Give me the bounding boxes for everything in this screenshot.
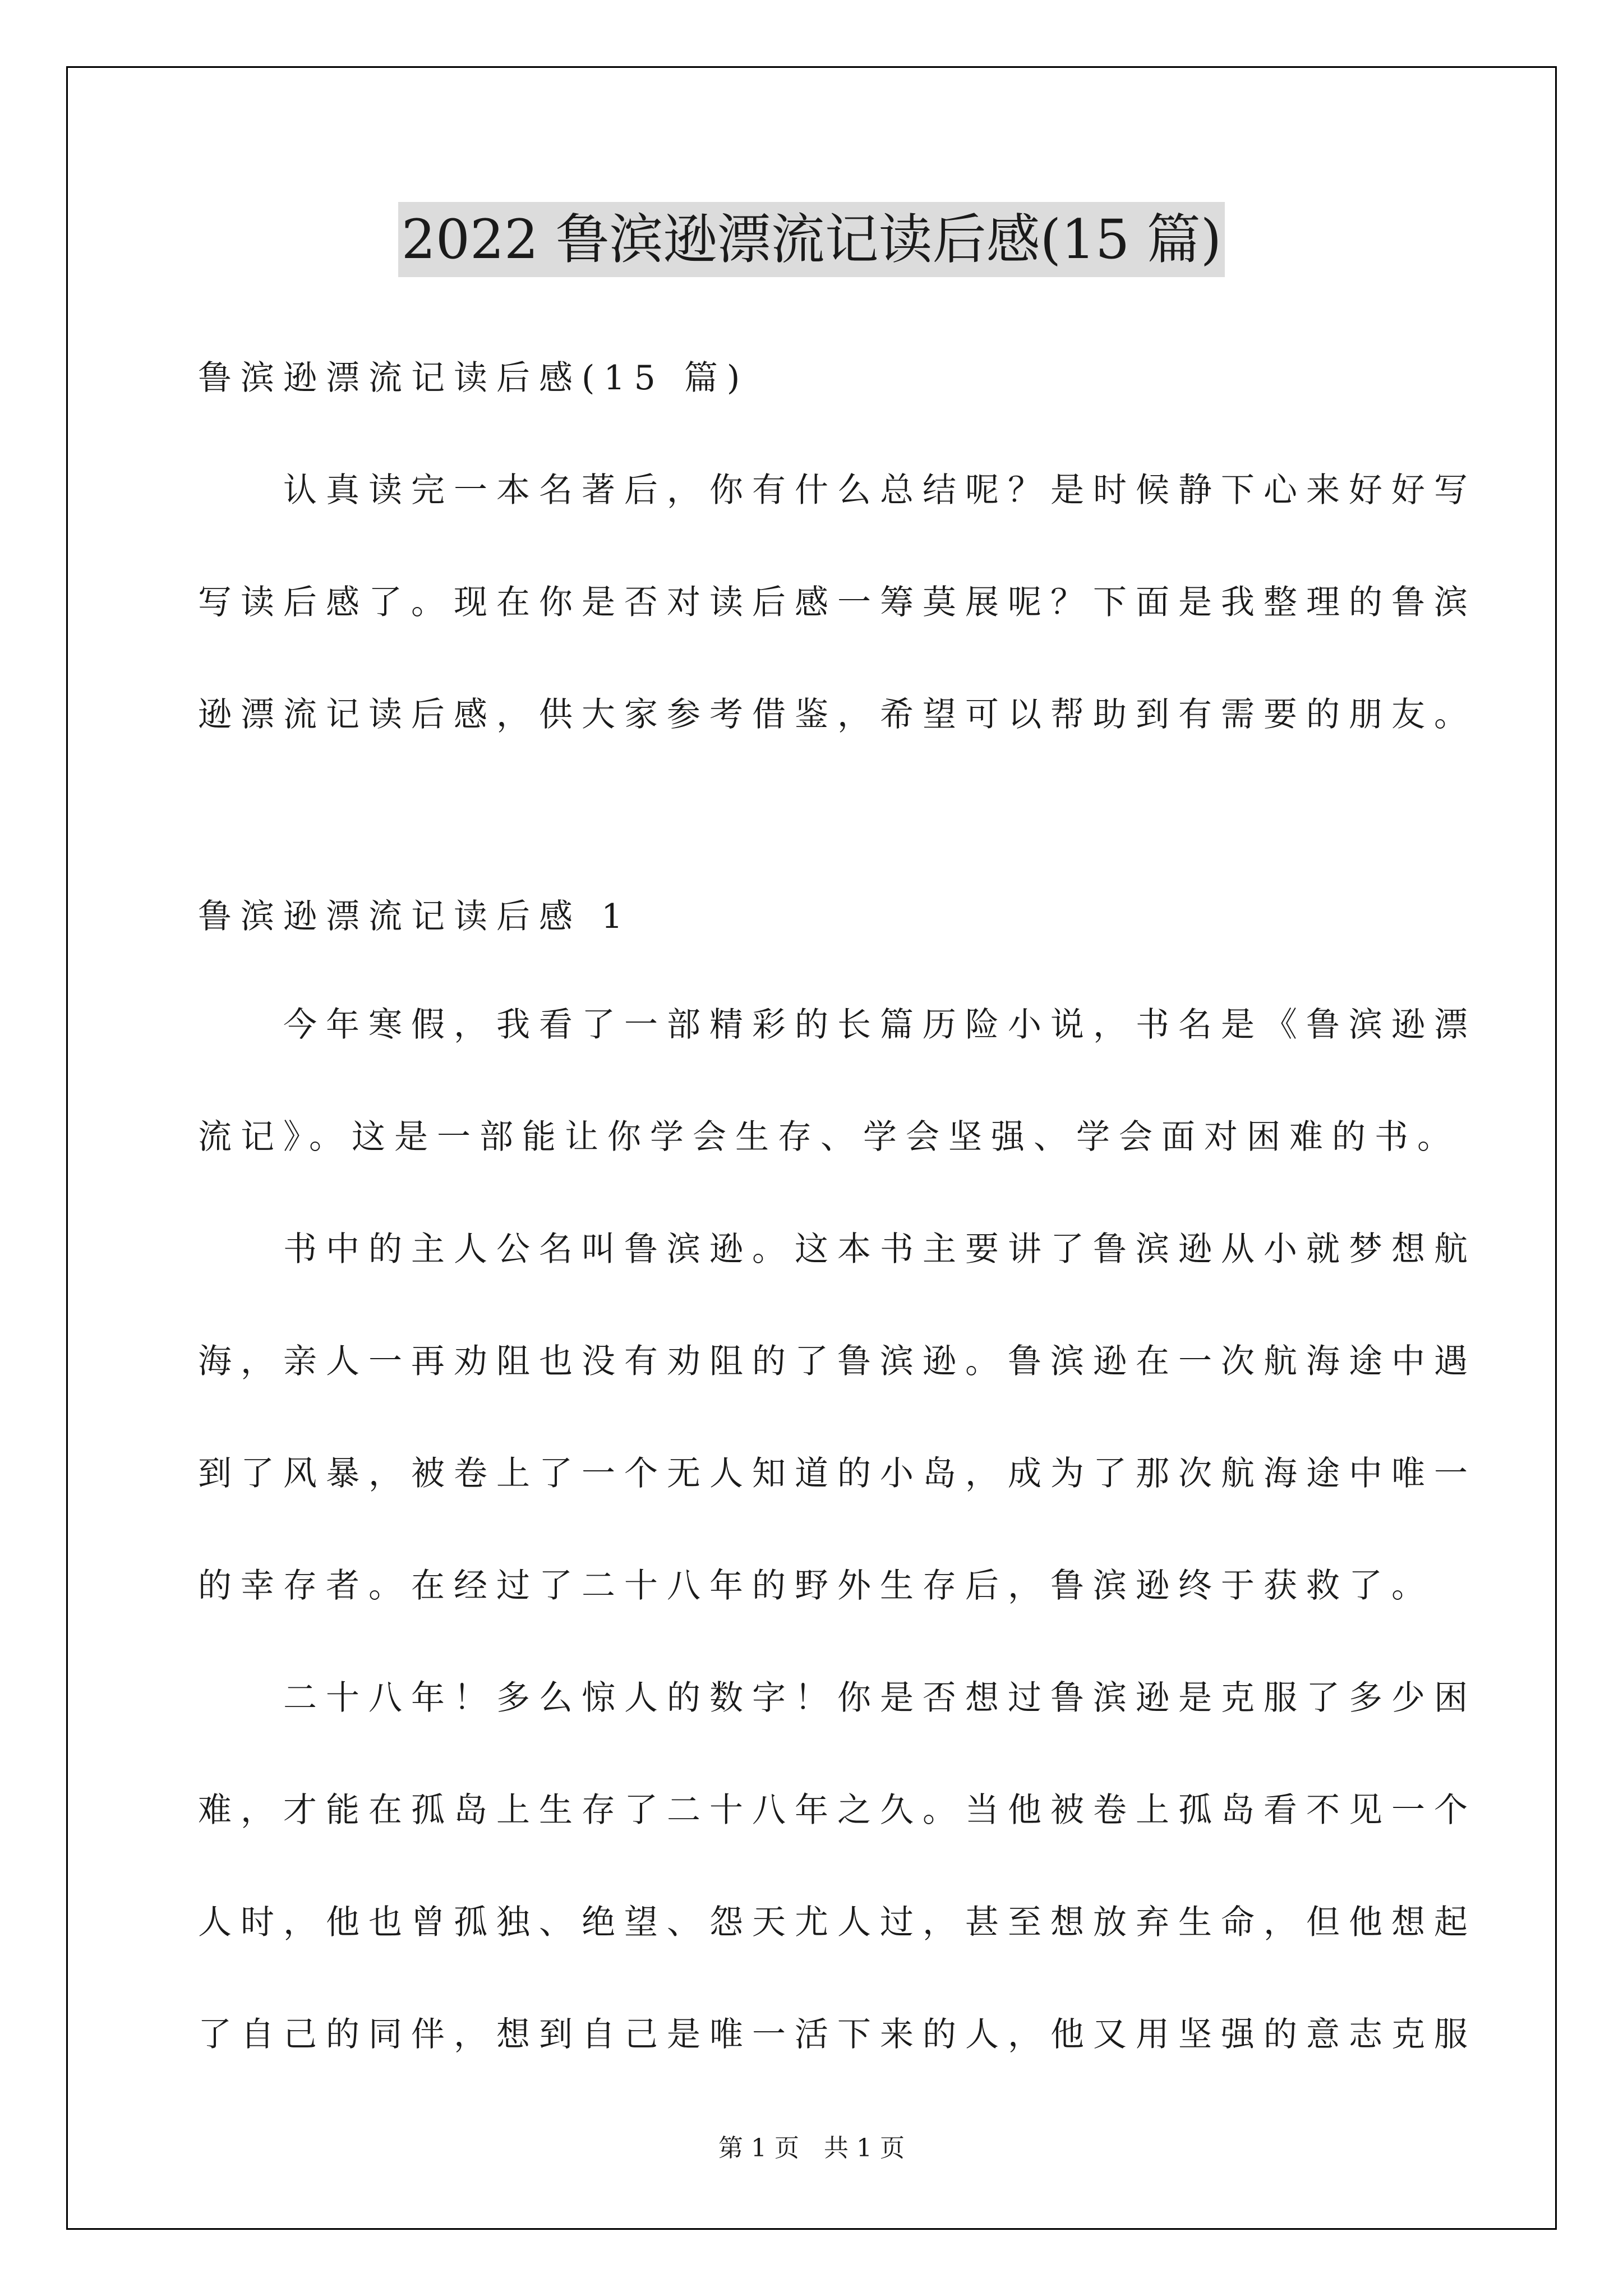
- paragraph-1: [198, 969, 1477, 1193]
- text-line: 人时，他也曾孤独、绝望、怨天尤人过，甚至想放弃生命，但他想起: [198, 1903, 1477, 1942]
- document-title: 2022 鲁滨逊漂流记读后感(15 篇): [398, 202, 1225, 277]
- paragraph-3: [198, 1642, 1477, 2091]
- text-line: 书中的主人公名叫鲁滨逊。这本书主要讲了鲁滨逊从小就梦想航: [198, 1230, 1477, 1269]
- document-subtitle: 鲁滨逊漂流记读后感(15 篇): [198, 358, 749, 398]
- text-line: 了自己的同伴，想到自己是唯一活下来的人，他又用坚强的意志克服: [198, 2015, 1477, 2054]
- page-number: 第 1 页 共 1 页: [718, 2134, 905, 2162]
- page-footer: [0, 2132, 1623, 2165]
- text-line: 流记》。这是一部能让你学会生存、学会坚强、学会面对困难的书。: [198, 1117, 1460, 1157]
- section-heading: 鲁滨逊漂流记读后感 1: [198, 897, 632, 936]
- text-line: 逊漂流记读后感，供大家参考借鉴，希望可以帮助到有需要的朋友。: [198, 695, 1477, 734]
- text-line: 到了风暴，被卷上了一个无人知道的小岛，成为了那次航海途中唯一: [198, 1454, 1477, 1493]
- text-line: 认真读完一本名著后，你有什么总结呢？是时候静下心来好好写: [198, 471, 1477, 510]
- text-line: 二十八年！多么惊人的数字！你是否想过鲁滨逊是克服了多少困: [198, 1678, 1477, 1718]
- text-line: 的幸存者。在经过了二十八年的野外生存后，鲁滨逊终于获救了。: [198, 1566, 1434, 1605]
- text-line: 海，亲人一再劝阻也没有劝阻的了鲁滨逊。鲁滨逊在一次航海途中遇: [198, 1342, 1477, 1381]
- text-line: 写读后感了。现在你是否对读后感一筹莫展呢？下面是我整理的鲁滨: [198, 583, 1477, 622]
- text-line: 今年寒假，我看了一部精彩的长篇历险小说，书名是《鲁滨逊漂: [198, 1005, 1477, 1045]
- title-container: [0, 202, 1623, 277]
- paragraph-2: [198, 1193, 1477, 1642]
- text-line: 难，才能在孤岛上生存了二十八年之久。当他被卷上孤岛看不见一个: [198, 1791, 1477, 1830]
- intro-paragraph: [198, 434, 1477, 771]
